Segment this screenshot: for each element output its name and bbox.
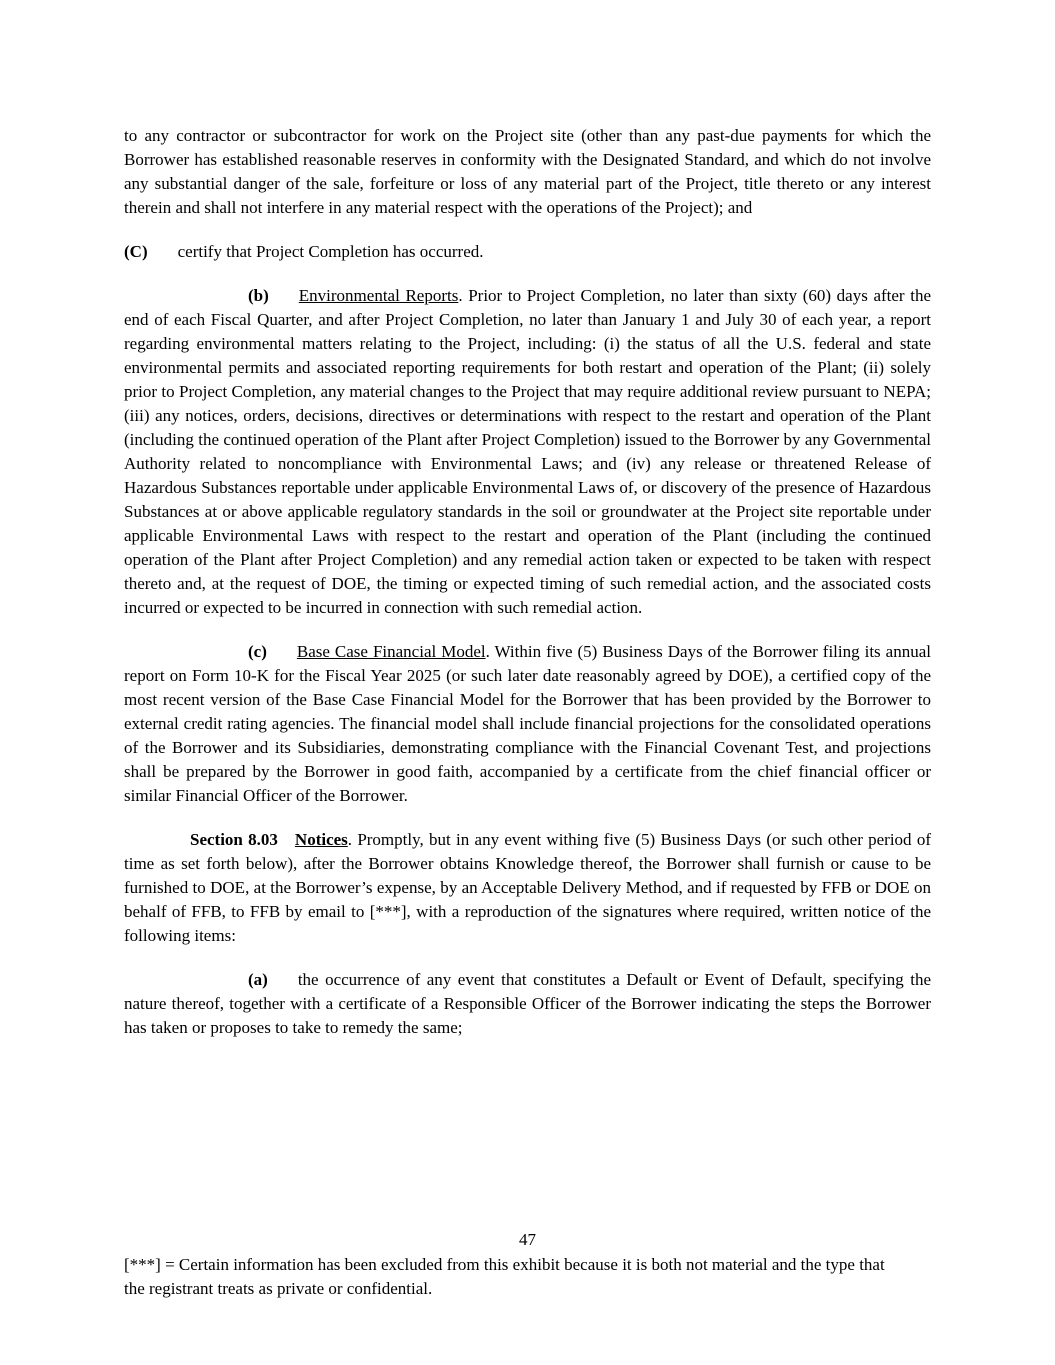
clause-C-label: (C) [124, 242, 148, 261]
clause-C-text: certify that Project Completion has occurred. [177, 242, 484, 261]
section-8-03-heading-text: Notices [294, 830, 348, 849]
confidentiality-footnote: [***] = Certain information has been excluded from this exhibit because it is both not material and the type that the registrant treats as private or confidential. [124, 1255, 885, 1298]
clause-b-heading: Environmental Reports [298, 286, 459, 305]
clause-b-text: . Prior to Project Completion, no later than sixty (60) days after the end of each Fiscal Quarter, and after Project Completion, no later than January 1 and July 30 of each year, a report regarding environmental matters relating to the Project, including: (i) the status of all the U.S. federal and state environmental permits and associated reporting requirements for both restart and operation of the Plant; (ii) solely prior to Project Completion, any material changes to the Project that may require additional review pursuant to NEPA; (iii) any notices, orders, decisions, directives or determinations with respect to the restart and operation of the Plant (including the continued operation of the Plant after Project Completion) issued to the Borrower by any Governmental Authority related to noncompliance with Environmental Laws; and (iv) any release or threatened Release of Hazardous Substances reportable under applicable Environmental Laws of, or discovery of the presence of Hazardous Substances at or above applicable regulatory standards in the soil or groundwater at the Project site reportable under applicable Environmental Laws with respect to the restart and operation of the Plant (including the continued operation of the Plant after Project Completion) and any remedial action taken or expected to be taken with respect thereto and, at the request of DOE, the timing or expected timing of such remedial action, and the associated costs incurred or expected to be incurred in connection with such remedial action. [124, 286, 931, 617]
continuation-paragraph-text: to any contractor or subcontractor for work on the Project site (other than any past-due payments for which the Borrower has established reasonable reserves in conformity with the Designated Standard, and which do not involve any substantial danger of the sale, forfeiture or loss of any material part of the Project, title thereto or any interest therein and shall not interfere in any material respect with the operations of the Project); and [124, 126, 931, 217]
clause-b-environmental-reports [124, 284, 931, 620]
clause-C [124, 240, 931, 264]
clause-c-heading: Base Case Financial Model [296, 642, 486, 661]
clause-c-financial-model [124, 640, 931, 808]
section-8-03-text: . Promptly, but in any event withing five (5) Business Days (or such other period of time as set forth below), after the Borrower obtains Knowledge thereof, the Borrower shall furnish or cause to be furnished to DOE, at the Borrower’s expense, by an Acceptable Delivery Method, and if requested by FFB or DOE on behalf of FFB, to FFB by email to [***], with a reproduction of the signatures where required, written notice of the following items: [124, 830, 931, 945]
clause-a-default-notice [124, 968, 931, 1040]
clause-c-text: . Within five (5) Business Days of the Borrower filing its annual report on Form 10-K for the Fiscal Year 2025 (or such later date reasonably agreed by DOE), a certified copy of the most recent version of the Base Case Financial Model for the Borrower that has been provided by the Borrower to external credit rating agencies. The financial model shall include financial projections for the consolidated operations of the Borrower and its Subsidiaries, demonstrating compliance with the Financial Covenant Test, and projections shall be prepared by the Borrower in good faith, accompanied by a certificate from the chief financial officer or similar Financial Officer of the Borrower. [124, 642, 931, 805]
clause-a-label: (a) [248, 970, 268, 989]
continuation-paragraph [124, 124, 931, 220]
section-8-03-notices [124, 828, 931, 948]
section-8-03-label: Section 8.03 [190, 830, 278, 849]
clause-b-label: (b) [248, 286, 269, 305]
document-body [124, 124, 931, 1040]
section-8-03-heading [295, 830, 348, 849]
page-number: 47 [519, 1230, 536, 1249]
clause-c-label: (c) [248, 642, 267, 661]
clause-a-text: the occurrence of any event that constitutes a Default or Event of Default, specifying the nature thereof, together with a certificate of a Responsible Officer of the Borrower indicating the steps the Borrower has taken or proposes to take to remedy the same; [124, 970, 931, 1037]
